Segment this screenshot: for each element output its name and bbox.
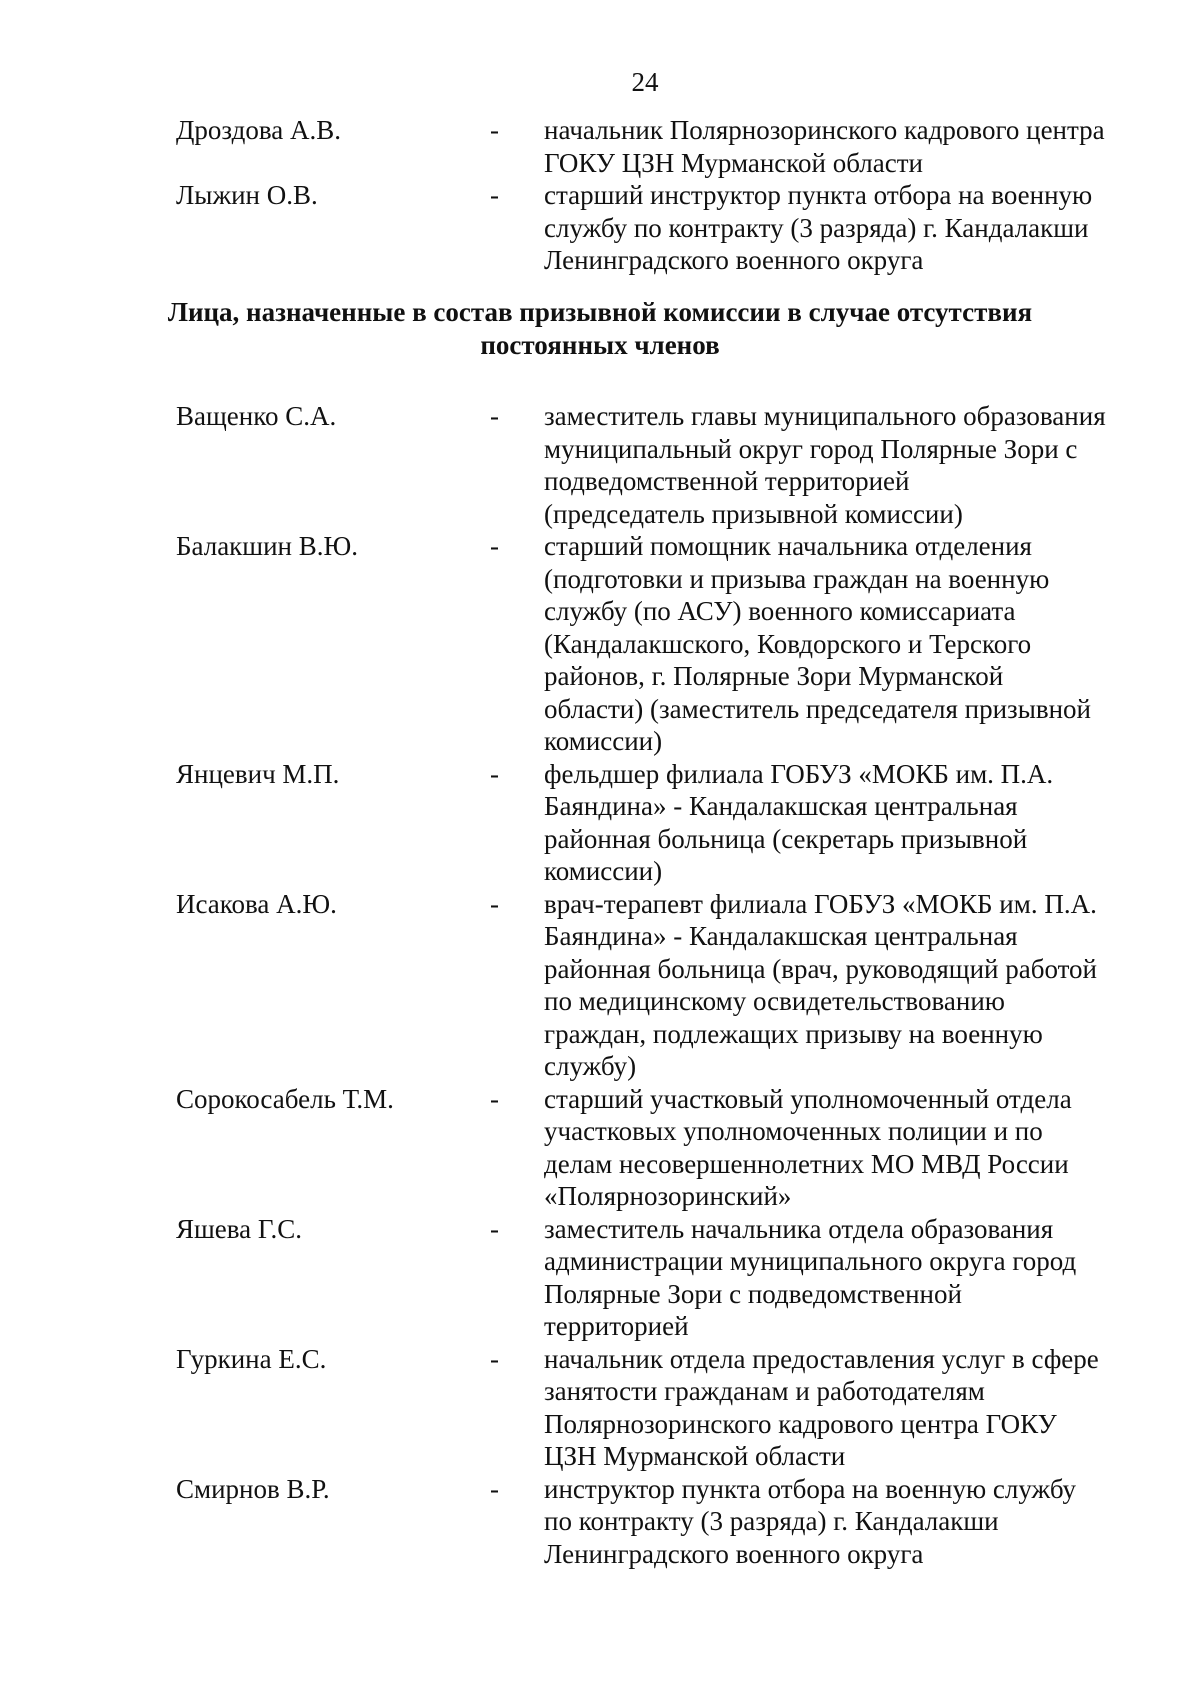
position-line: занятости гражданам и работодателям — [544, 1376, 985, 1406]
position-line: начальник отдела предоставления услуг в сфере — [544, 1343, 1099, 1374]
position-line: службу (по АСУ) военного комиссариата — [544, 596, 1016, 626]
section-heading-line: постоянных членов — [480, 330, 720, 360]
section-heading-line: Лица, назначенные в состав призывной комиссии в случае отсутствия — [167, 297, 1033, 327]
position-line: службу) — [544, 1051, 637, 1081]
separator-dash: - — [490, 115, 499, 145]
position-line: территорией — [544, 1311, 689, 1341]
separator-dash: - — [490, 531, 499, 561]
list-item — [0, 400, 1200, 530]
person-name: Гуркина Е.С. — [176, 1343, 327, 1374]
separator-dash: - — [490, 888, 499, 919]
list-item — [0, 758, 1200, 888]
position-line: подведомственной территорией — [544, 466, 910, 496]
person-name: Смирнов В.Р. — [176, 1473, 330, 1504]
top-entries-list — [0, 114, 1200, 277]
members-list — [0, 400, 1200, 1570]
position-line: Баяндина» - Кандалакшская центральная — [544, 791, 1018, 821]
position-line: районов, г. Полярные Зори Мурманской — [544, 661, 1004, 691]
position-line: фельдшер филиала ГОБУЗ «МОКБ им. П.А. — [544, 758, 1054, 789]
person-position — [544, 179, 1144, 277]
position-line: области) (заместитель председателя призывной — [544, 693, 1091, 724]
separator-dash: - — [490, 1473, 499, 1504]
position-line: районная больница (секретарь призывной — [544, 823, 1028, 854]
position-line: комиссии) — [544, 856, 663, 886]
position-line: Баяндина» - Кандалакшская центральная — [544, 921, 1018, 951]
person-name: Яшева Г.С. — [176, 1213, 302, 1244]
person-name: Балакшин В.Ю. — [176, 531, 358, 561]
separator-dash: - — [490, 1213, 499, 1244]
list-item — [0, 530, 1200, 758]
section-heading — [0, 296, 1200, 362]
position-line: врач-терапевт филиала ГОБУЗ «МОКБ им. П.А. — [544, 888, 1097, 919]
position-line: (подготовки и призыва граждан на военную — [544, 563, 1050, 594]
person-name: Дроздова А.В. — [176, 115, 341, 145]
person-position — [544, 114, 1144, 179]
position-line: Полярные Зори с подведомственной — [544, 1278, 962, 1309]
position-line: начальник Полярнозоринского кадрового центра — [544, 115, 1105, 145]
position-line: ГОКУ ЦЗН Мурманской области — [544, 147, 923, 178]
position-line: комиссии) — [544, 726, 663, 756]
list-item — [0, 179, 1200, 277]
person-position — [544, 1473, 1144, 1571]
position-line: Ленинградского военного округа — [544, 245, 924, 275]
position-line: Полярнозоринского кадрового центра ГОКУ — [544, 1408, 1057, 1439]
person-position — [544, 1213, 1144, 1343]
list-item — [0, 888, 1200, 1083]
separator-dash: - — [490, 401, 499, 431]
position-line: делам несовершеннолетних МО МВД России — [544, 1148, 1069, 1179]
position-line: ЦЗН Мурманской области — [544, 1441, 846, 1471]
person-position — [544, 530, 1144, 758]
list-item — [0, 1343, 1200, 1473]
position-line: «Полярнозоринский» — [544, 1181, 792, 1211]
position-line: службу по контракту (3 разряда) г. Кандалакши — [544, 212, 1089, 243]
page-number: 24 — [631, 67, 659, 97]
list-item — [0, 1083, 1200, 1213]
separator-dash: - — [490, 758, 499, 789]
position-line: районная больница (врач, руководящий работой — [544, 953, 1097, 984]
position-line: участковых уполномоченных полиции и по — [544, 1116, 1043, 1146]
position-line: заместитель главы муниципального образования — [544, 401, 1106, 431]
position-line: инструктор пункта отбора на военную службу — [544, 1473, 1077, 1504]
separator-dash: - — [490, 1083, 499, 1114]
separator-dash: - — [490, 180, 499, 210]
person-name: Ващенко С.А. — [176, 401, 337, 431]
person-position — [544, 1343, 1144, 1473]
position-line: старший участковый уполномоченный отдела — [544, 1083, 1072, 1114]
position-line: (председатель призывной комиссии) — [544, 498, 963, 529]
position-line: старший помощник начальника отделения — [544, 531, 1032, 561]
position-line: (Кандалакшского, Ковдорского и Терского — [544, 628, 1032, 659]
position-line: по контракту (3 разряда) г. Кандалакши — [544, 1506, 999, 1536]
person-name: Лыжин О.В. — [176, 180, 318, 210]
person-position — [544, 1083, 1144, 1213]
list-item — [0, 114, 1200, 179]
separator-dash: - — [490, 1343, 499, 1374]
person-position — [544, 888, 1144, 1083]
position-line: заместитель начальника отдела образования — [544, 1213, 1054, 1244]
list-item — [0, 1213, 1200, 1343]
person-name: Исакова А.Ю. — [176, 888, 337, 919]
position-line: муниципальный округ город Полярные Зори с — [544, 433, 1078, 464]
position-line: по медицинскому освидетельствованию — [544, 986, 1005, 1016]
person-name: Сорокосабель Т.М. — [176, 1083, 394, 1114]
position-line: граждан, подлежащих призыву на военную — [544, 1018, 1043, 1049]
person-position — [544, 758, 1144, 888]
person-position — [544, 400, 1144, 530]
position-line: администрации муниципального округа город — [544, 1246, 1077, 1276]
position-line: Ленинградского военного округа — [544, 1538, 924, 1569]
position-line: старший инструктор пункта отбора на военную — [544, 180, 1093, 210]
person-name: Янцевич М.П. — [176, 758, 340, 789]
list-item — [0, 1473, 1200, 1571]
